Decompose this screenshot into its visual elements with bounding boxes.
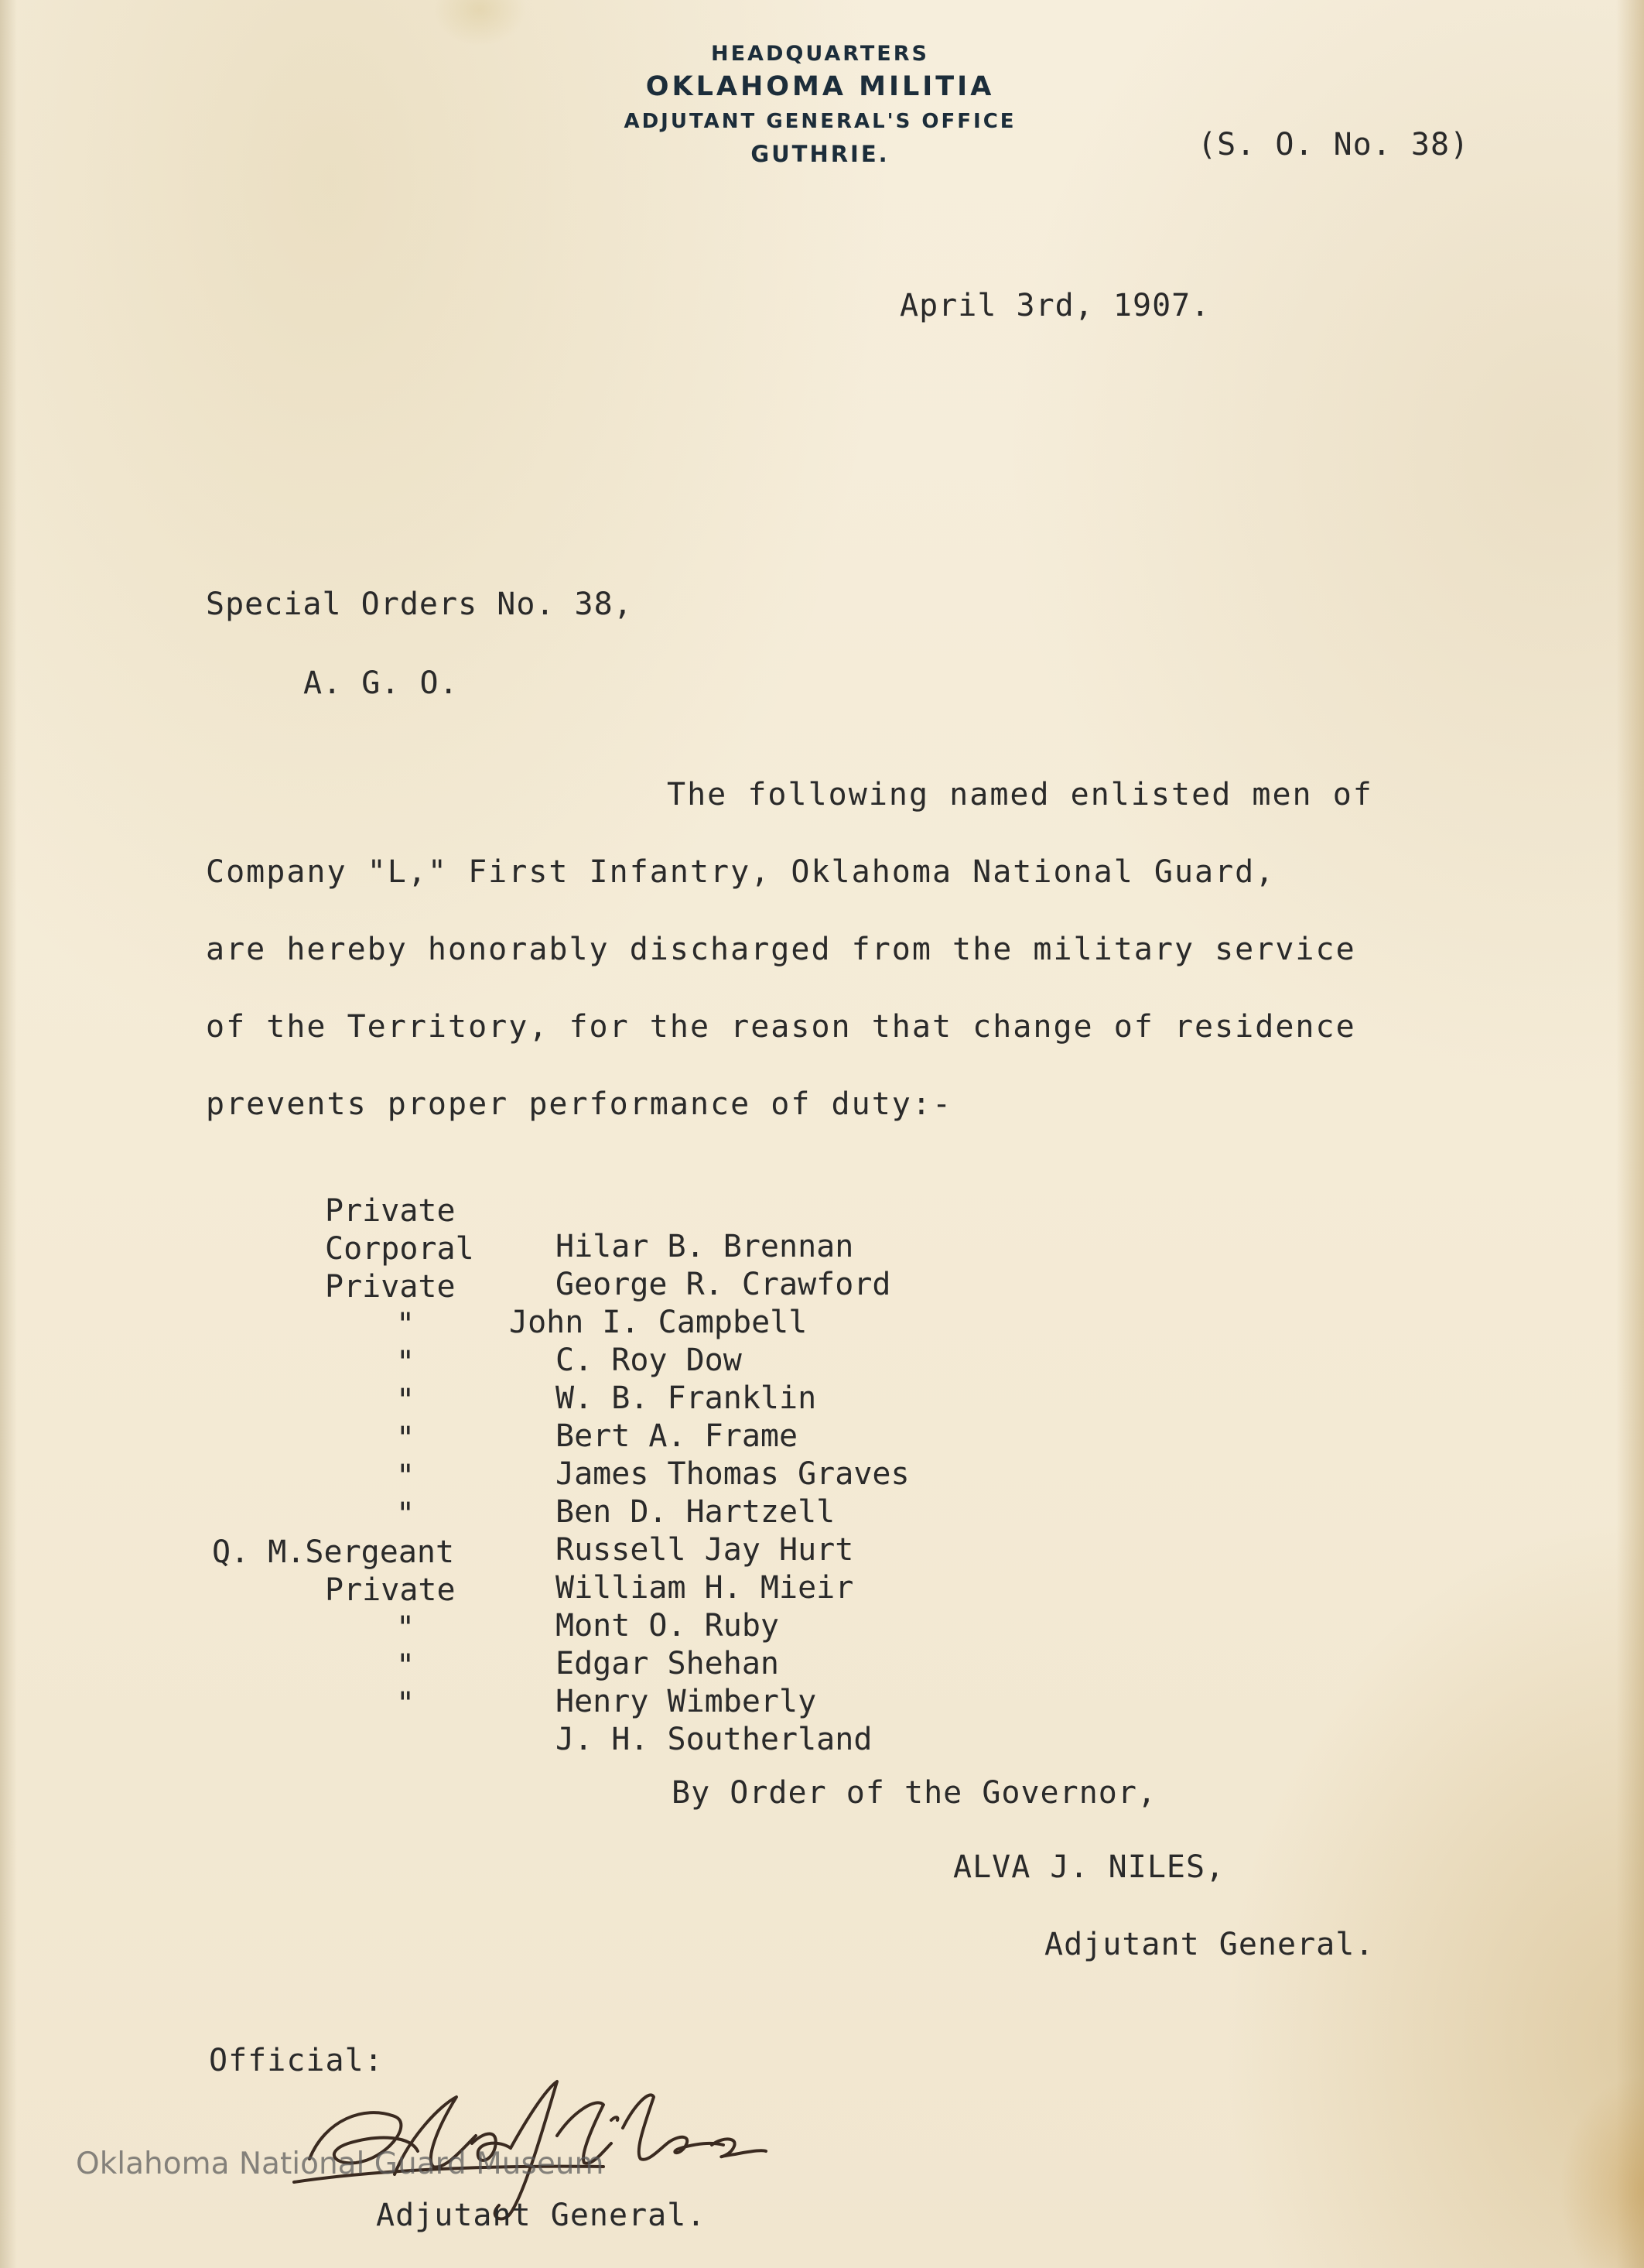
official-title: Adjutant General.: [376, 2198, 706, 2233]
roster-rank: ": [396, 1686, 415, 1722]
office-abbreviation: A. G. O.: [303, 665, 459, 701]
roster-rank: ": [396, 1421, 415, 1456]
roster-rank: ": [396, 1459, 415, 1494]
roster-name: William H. Mieir: [555, 1570, 854, 1606]
roster-name: Russell Jay Hurt: [555, 1532, 854, 1568]
roster-name: Mont O. Ruby: [555, 1608, 779, 1644]
body-line: prevents proper performance of duty:-: [206, 1086, 953, 1122]
roster-rank: ": [396, 1345, 415, 1380]
roster-name: Ben D. Hartzell: [555, 1494, 836, 1530]
roster-name: Bert A. Frame: [555, 1418, 798, 1454]
roster-rank: Private: [325, 1269, 456, 1305]
letterhead: [557, 40, 1083, 170]
roster-rank: Q. M.Sergeant: [212, 1534, 455, 1570]
discharge-roster: [201, 1158, 1130, 1757]
paper-edge-right: [1616, 0, 1644, 2268]
paper-stain: [1559, 2074, 1644, 2268]
roster-rank: ": [396, 1383, 415, 1418]
letterhead-line-4: GUTHRIE.: [750, 141, 890, 167]
body-line: Company "L," First Infantry, Oklahoma National Guard,: [206, 854, 1276, 890]
letterhead-line-1: HEADQUARTERS: [711, 42, 929, 66]
body-line: of the Territory, for the reason that change of residence: [206, 1009, 1356, 1045]
signer-title: Adjutant General.: [1044, 1927, 1375, 1962]
roster-rank: Private: [325, 1572, 456, 1608]
roster-rank: ": [396, 1610, 415, 1646]
roster-name: Hilar B. Brennan: [555, 1229, 854, 1264]
museum-watermark: Oklahoma National Guard Museum: [76, 2147, 604, 2181]
roster-rank: ": [396, 1307, 415, 1343]
order-reference: (S. O. No. 38): [1198, 127, 1470, 162]
roster-name: James Thomas Graves: [555, 1456, 910, 1492]
roster-rank: Private: [325, 1193, 456, 1229]
body-line: are hereby honorably discharged from the military service: [206, 932, 1356, 967]
roster-rank: Corporal: [325, 1231, 474, 1267]
roster-name: W. B. Franklin: [555, 1380, 817, 1416]
letterhead-line-3: ADJUTANT GENERAL'S OFFICE: [624, 110, 1017, 133]
roster-name: Edgar Shehan: [555, 1646, 779, 1681]
roster-name: John I. Campbell: [509, 1305, 808, 1340]
roster-name: C. Roy Dow: [555, 1343, 742, 1378]
roster-rank: ": [396, 1648, 415, 1684]
roster-name: George R. Crawford: [555, 1267, 891, 1302]
paper-stain-top: [433, 0, 526, 46]
order-date: April 3rd, 1907.: [900, 288, 1211, 323]
roster-name: Henry Wimberly: [555, 1684, 817, 1719]
letterhead-line-2: OKLAHOMA MILITIA: [645, 71, 995, 102]
body-line: The following named enlisted men of: [667, 777, 1373, 812]
by-order-line: By Order of the Governor,: [672, 1775, 1157, 1811]
official-label: Official:: [209, 2043, 384, 2078]
order-heading: Special Orders No. 38,: [206, 587, 633, 622]
signer-name: ALVA J. NILES,: [953, 1849, 1225, 1885]
paper-edge-left: [0, 0, 17, 2268]
roster-rank: ": [396, 1497, 415, 1532]
roster-name: J. H. Southerland: [555, 1722, 873, 1757]
